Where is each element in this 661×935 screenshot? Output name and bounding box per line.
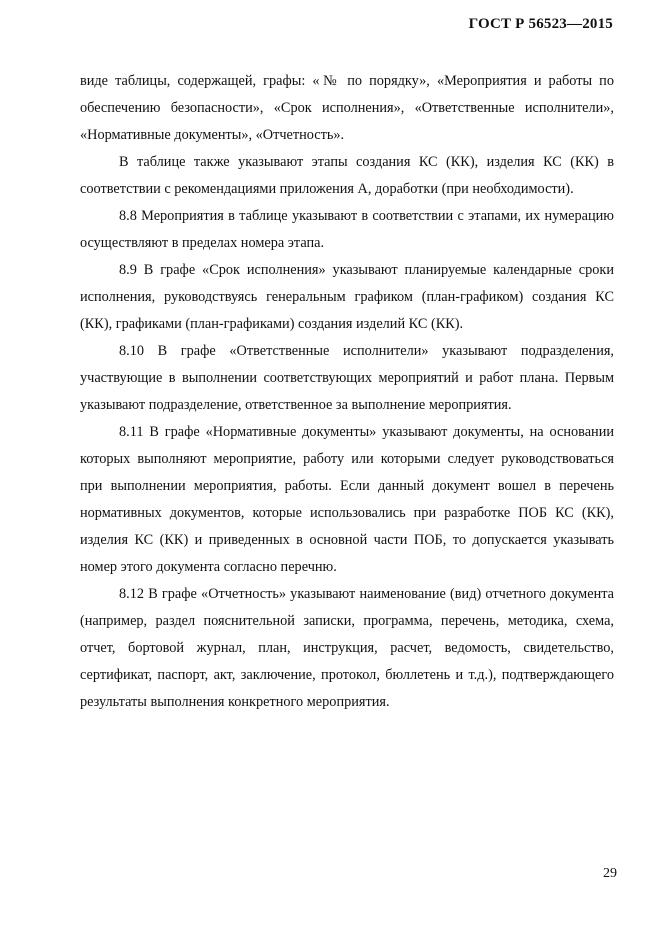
paragraph-8-8: 8.8 Мероприятия в таблице указывают в соответствии с этапами, их нумерацию осуществляют в пределах номера этапа. xyxy=(80,208,614,251)
paragraph-8-10: 8.10 В графе «Ответственные исполнители» указывают подразделения, участвующие в выполнении соответствующих мероприятий и работ плана. Первым указывают подразделение, ответственное за выполнение мероприятия. xyxy=(80,343,614,413)
paragraph-8-9: 8.9 В графе «Срок исполнения» указывают планируемые календарные сроки исполнения, руководствуясь генеральным графиком (план-графиком) создания КС (КК), графиками (план-графиками) создания изделий КС (КК). xyxy=(80,262,614,332)
paragraph-8-11: 8.11 В графе «Нормативные документы» указывают документы, на основании которых выполняют мероприятие, работу или которыми следует руководствоваться при выполнении мероприятия, работы. Если данный документ вошел в перечень нормативных документов, которые использовались при разработке ПОБ КС (КК), изделия КС (КК) и приведенных в основной части ПОБ, то допускается указывать номер этого документа согласно перечню. xyxy=(80,424,614,575)
document-body xyxy=(80,68,614,716)
paragraph-8-12: 8.12 В графе «Отчетность» указывают наименование (вид) отчетного документа (например, раздел пояснительной записки, программа, перечень, методика, схема, отчет, бортовой журнал, план, инструкция, расчет, ведомость, свидетельство, сертификат, паспорт, акт, заключение, протокол, бюллетень и т.д.), подтверждающего результаты выполнения конкретного мероприятия. xyxy=(80,586,614,710)
paragraph-continuation: виде таблицы, содержащей, графы: «№ по порядку», «Мероприятия и работы по обеспечению безопасности», «Срок исполнения», «Ответственные исполнители», «Нормативные документы», «Отчетность». xyxy=(80,73,614,143)
paragraph-stages: В таблице также указывают этапы создания КС (КК), изделия КС (КК) в соответствии с рекомендациями приложения А, доработки (при необходимости). xyxy=(80,154,614,197)
document-header: ГОСТ Р 56523—2015 xyxy=(468,16,613,32)
page-number: 29 xyxy=(603,866,617,881)
